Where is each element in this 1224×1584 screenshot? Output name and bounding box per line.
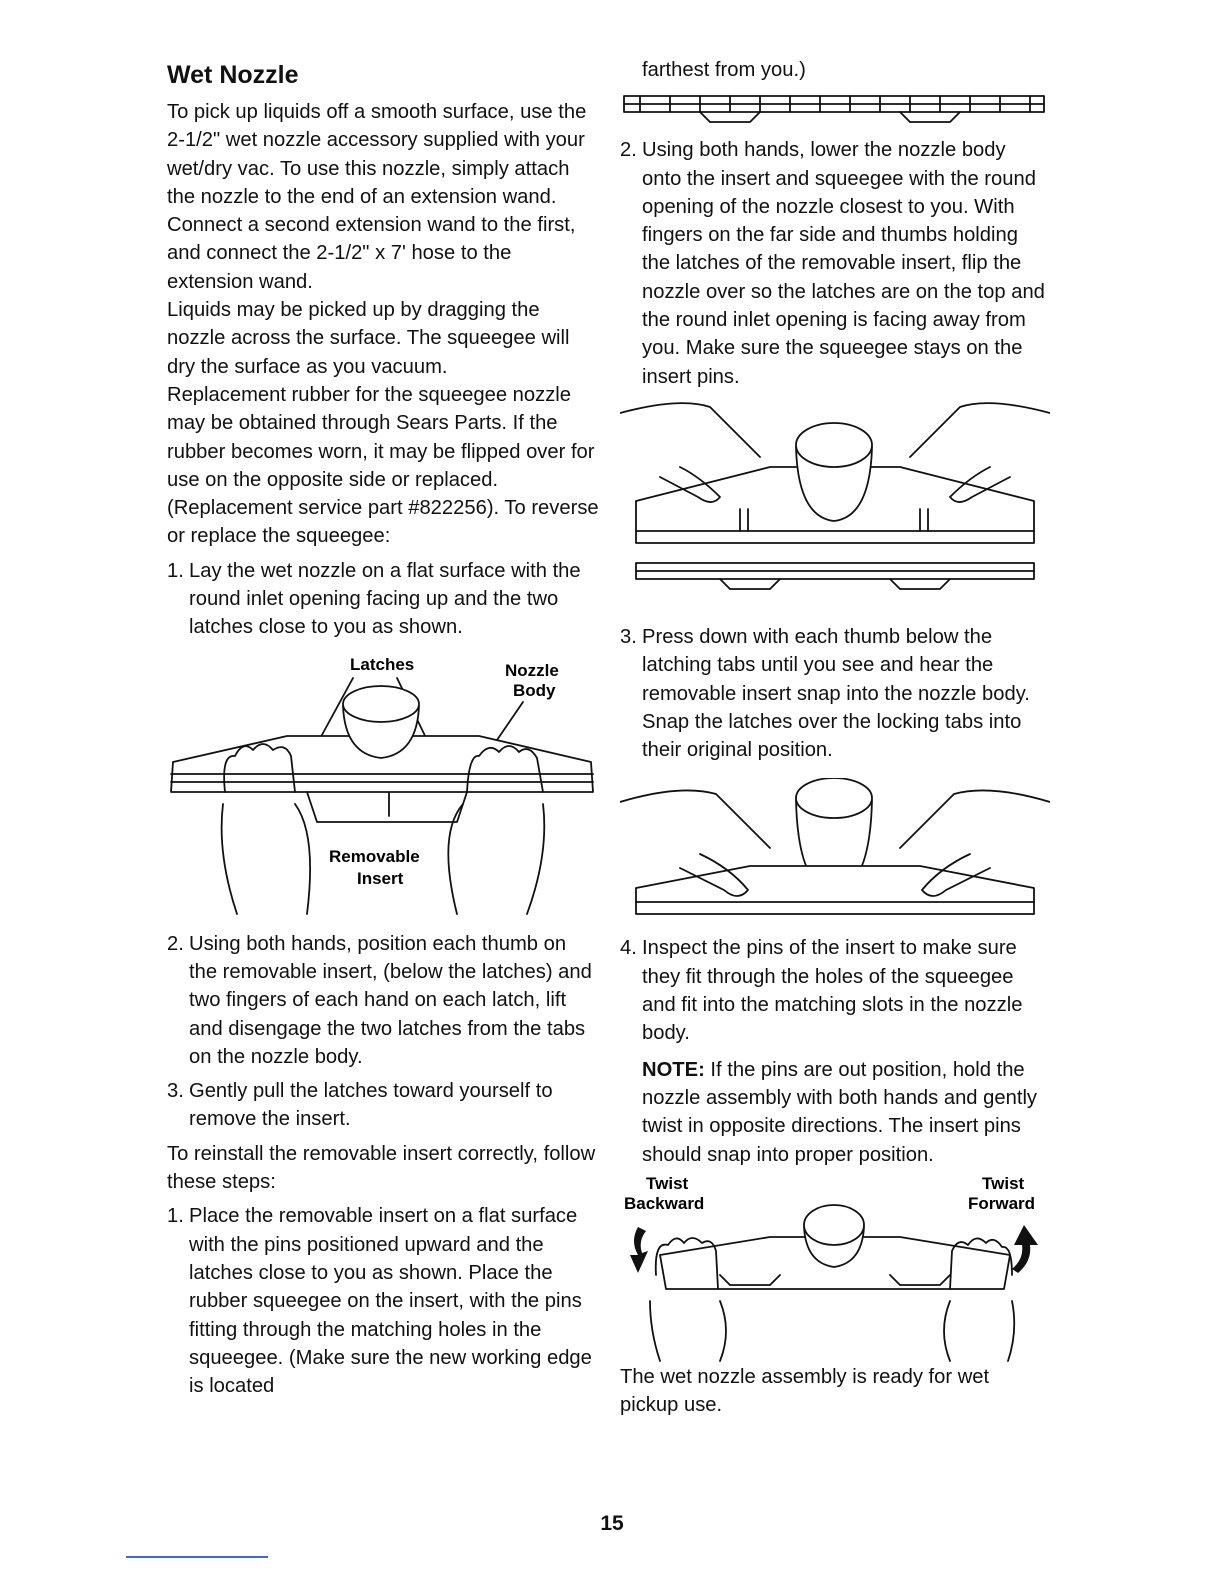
forward-label: Forward xyxy=(968,1193,1036,1213)
reinstall-step-2 xyxy=(620,136,1050,391)
nozzle-latches-illustration xyxy=(167,644,599,924)
lower-nozzle-illustration xyxy=(620,397,1050,617)
continued-text: farthest from you.) xyxy=(642,59,806,81)
right-column xyxy=(620,56,1050,1419)
connect-paragraph: Connect a second extension wand to the first, and connect the 2-1/2" x 7' hose to the extension wand. xyxy=(167,214,576,293)
step-number: 1. xyxy=(167,559,184,582)
remove-step-1 xyxy=(167,557,599,642)
footer-divider xyxy=(126,1556,268,1558)
reinstall-step-3 xyxy=(620,623,1050,764)
latches-label: Latches xyxy=(350,654,415,674)
nozzle-label: Nozzle xyxy=(505,660,559,680)
note-label: NOTE: xyxy=(642,1058,705,1081)
insert-label: Insert xyxy=(357,868,404,888)
remove-step-3 xyxy=(167,1077,599,1134)
removable-label: Removable xyxy=(329,846,420,866)
step-number: 1. xyxy=(167,1205,184,1228)
step-number: 3. xyxy=(167,1080,184,1103)
insert-squeegee-illustration xyxy=(620,90,1050,130)
step-text: Press down with each thumb below the latching tabs until you see and hear the removable insert snap into the nozzle body. Snap the latches over the locking tabs into their original position. xyxy=(642,625,1030,762)
twist-forward-arrow-icon xyxy=(1012,1225,1038,1273)
step-text: Place the removable insert on a flat surface with the pins positioned upward and the latches close to you as shown. Place the rubber squeegee on the insert, with the pins fitting through the matching holes in the squeegee. (Make sure the new working edge is located xyxy=(189,1205,592,1398)
section-title: Wet Nozzle xyxy=(167,61,299,89)
twist-illustration xyxy=(620,1171,1050,1371)
step-text: Using both hands, lower the nozzle body onto the insert and squeegee with the round opening of the nozzle closest to you. With fingers on the far side and thumbs holding the latches of the removable insert, flip the nozzle over so the latches are on the top and the round inlet opening is facing away from you. Make sure the squeegee stays on the insert pins. xyxy=(642,139,1045,388)
intro-paragraph: To pick up liquids off a smooth surface, use the 2-1/2" wet nozzle accessory supplied with your wet/dry vac. To use this nozzle, simply attach the nozzle to the end of an extension wand. xyxy=(167,101,587,208)
reinstall-step-1 xyxy=(167,1202,599,1400)
page-number: 15 xyxy=(600,1512,624,1535)
step-text: Inspect the pins of the insert to make sure they fit through the holes of the squeegee and fit into the matching slots in the nozzle body. xyxy=(642,937,1023,1045)
step-text: Gently pull the latches toward yourself to remove the insert. xyxy=(189,1080,553,1131)
twist-backward-arrow-icon xyxy=(630,1227,648,1273)
snap-latches-illustration xyxy=(620,778,1050,928)
replacement-paragraph: Replacement rubber for the squeegee nozzle may be obtained through Sears Parts. If the rubber becomes worn, it may be flipped over for use on the opposite side or replaced. (Replacement service part #822256). To reverse or replace the squeegee: xyxy=(167,383,599,548)
left-column xyxy=(167,56,599,1400)
liquids-paragraph: Liquids may be picked up by dragging the nozzle across the surface. The squeegee will dry the surface as you vacuum. xyxy=(167,299,570,378)
note-text: If the pins are out position, hold the nozzle assembly with both hands and gently twist in opposite directions. The insert pins should snap into proper position. xyxy=(642,1058,1038,1166)
step-number: 2. xyxy=(167,932,184,955)
closing-paragraph: The wet nozzle assembly is ready for wet pickup use. xyxy=(620,1365,990,1417)
step-number: 2. xyxy=(620,139,637,162)
inspect-step-4 xyxy=(620,934,1050,1047)
note-block xyxy=(642,1056,1050,1169)
step-number: 3. xyxy=(620,625,637,648)
backward-label: Backward xyxy=(624,1193,705,1213)
step-text: Lay the wet nozzle on a flat surface with the round inlet opening facing up and the two latches close to you as shown. xyxy=(189,559,581,639)
twist-left-label: Twist xyxy=(646,1173,689,1193)
twist-right-label: Twist xyxy=(982,1173,1025,1193)
remove-step-2 xyxy=(167,930,599,1071)
step-number: 4. xyxy=(620,937,637,960)
step-text: Using both hands, position each thumb on the removable insert, (below the latches) and two fingers of each hand on each latch, lift and disengage the two latches from the tabs on the nozzle body. xyxy=(189,932,592,1068)
reinstall-paragraph: To reinstall the removable insert correctly, follow these steps: xyxy=(167,1142,596,1194)
body-label: Body xyxy=(513,680,556,700)
